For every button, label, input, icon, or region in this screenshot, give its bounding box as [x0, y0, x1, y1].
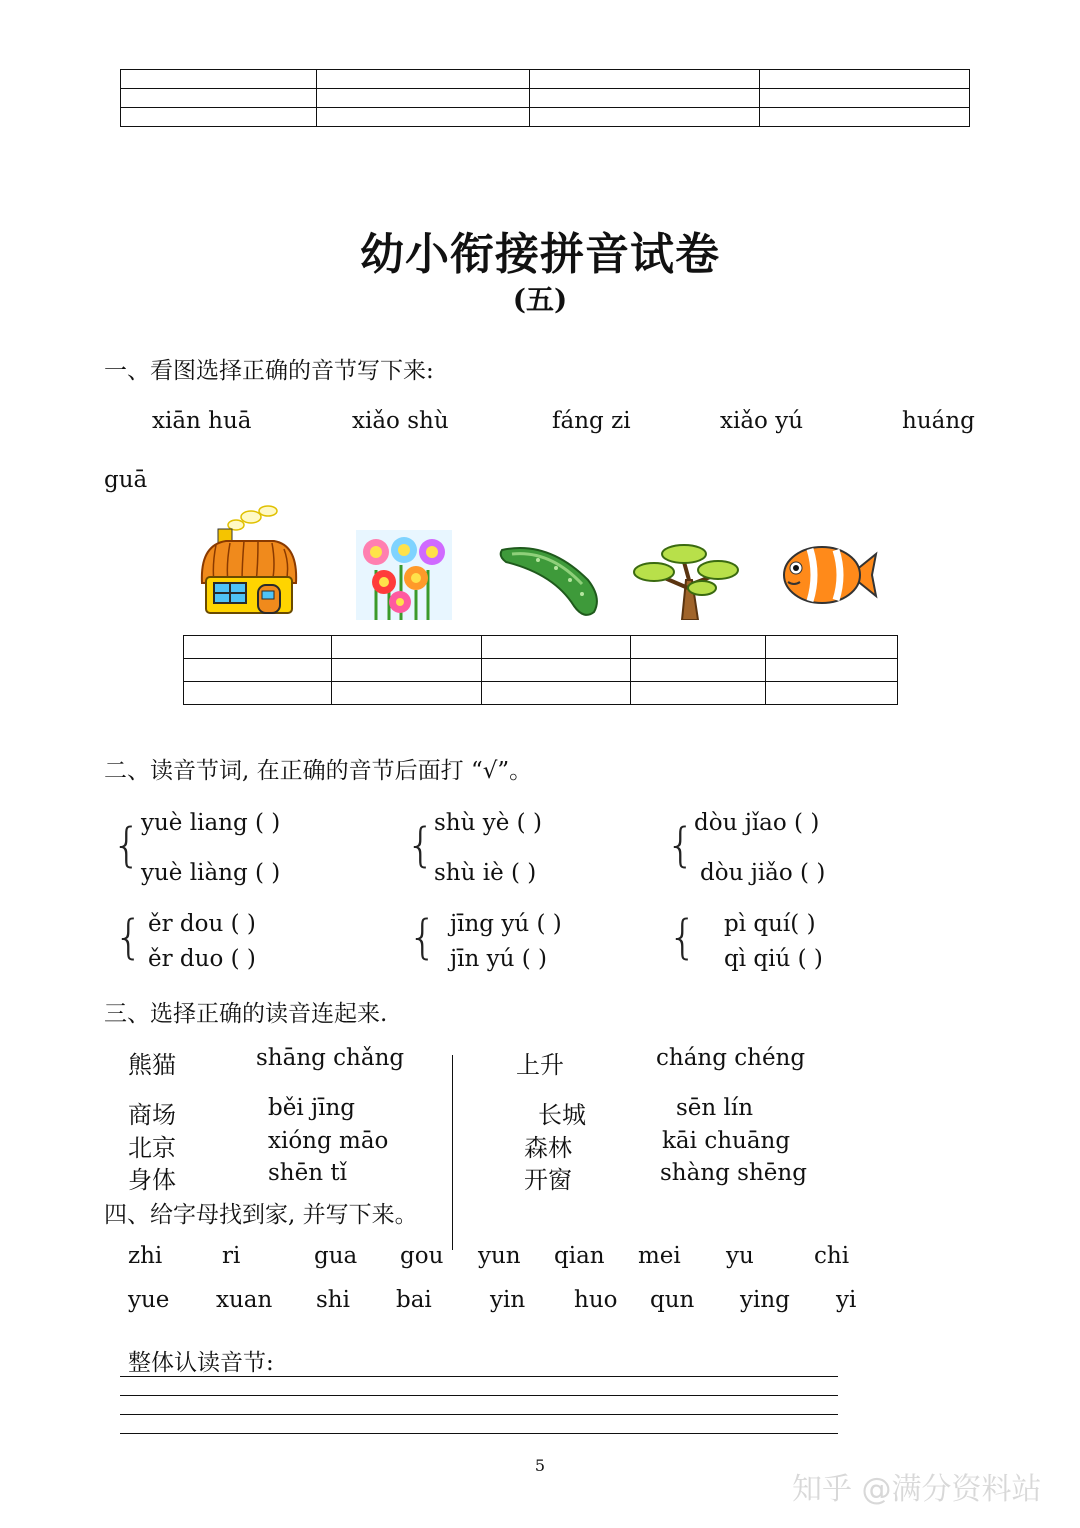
- option-gua: guā: [104, 467, 148, 493]
- answer-cell[interactable]: [184, 636, 332, 659]
- page-number: 5: [534, 1456, 546, 1475]
- letter-item: shi: [316, 1287, 350, 1313]
- letter-item: qun: [650, 1287, 695, 1313]
- brace-icon: {: [408, 910, 438, 964]
- brace-icon: {: [666, 818, 696, 872]
- left-pinyin[interactable]: běi jīng: [268, 1095, 356, 1121]
- pair-option[interactable]: shù iè ( ): [434, 860, 537, 886]
- letter-item: ri: [222, 1243, 241, 1269]
- pair-option[interactable]: ěr dou ( ): [148, 911, 256, 937]
- letter-item: gua: [314, 1243, 358, 1269]
- letter-item: mei: [638, 1243, 681, 1269]
- left-word[interactable]: 熊猫: [128, 1051, 176, 1079]
- column-divider: [452, 1055, 453, 1250]
- checkmark-quote: “√”。: [470, 758, 533, 784]
- brace-icon: {: [114, 910, 144, 964]
- section-2-text: 二、读音节词, 在正确的音节后面打: [104, 758, 464, 784]
- letter-item: yue: [128, 1287, 170, 1313]
- tree-icon: [632, 540, 740, 620]
- pair-option[interactable]: pì quí( ): [724, 911, 816, 937]
- section-3-heading: 三、选择正确的读音连起来.: [104, 1001, 388, 1027]
- letter-item: huo: [574, 1287, 618, 1313]
- option-xian-hua: xiān huā: [152, 408, 252, 434]
- section-2-heading: [104, 752, 532, 785]
- left-word[interactable]: 北京: [128, 1134, 176, 1162]
- option-fang-zi: fáng zi: [552, 408, 631, 434]
- answer-line[interactable]: [120, 1433, 838, 1434]
- answer-cell[interactable]: [332, 636, 482, 659]
- letter-item: ying: [740, 1287, 790, 1313]
- section-1-heading: 一、看图选择正确的音节写下来:: [104, 358, 434, 384]
- pair-option[interactable]: ěr duo ( ): [148, 946, 256, 972]
- answer-label: 整体认读音节:: [128, 1350, 274, 1376]
- left-word[interactable]: 商场: [128, 1101, 176, 1129]
- left-word[interactable]: 身体: [128, 1166, 176, 1194]
- right-word[interactable]: 开窗: [524, 1166, 572, 1194]
- watermark: 知乎 @满分资料站: [792, 1472, 1042, 1507]
- letter-item: yun: [478, 1243, 521, 1269]
- flowers-icon: [356, 530, 452, 620]
- right-word[interactable]: 长城: [538, 1101, 586, 1129]
- option-xiao-shu: xiǎo shù: [352, 408, 449, 434]
- answer-line[interactable]: [120, 1376, 838, 1377]
- brace-icon: {: [112, 818, 142, 872]
- house-icon: [196, 505, 300, 617]
- letter-item: yin: [490, 1287, 526, 1313]
- section-1-answer-table: [183, 635, 898, 705]
- left-pinyin[interactable]: xióng māo: [268, 1128, 389, 1154]
- right-pinyin[interactable]: cháng chéng: [656, 1045, 806, 1071]
- letter-item: gou: [400, 1243, 444, 1269]
- brace-icon: {: [668, 910, 698, 964]
- answer-line[interactable]: [120, 1414, 838, 1415]
- page-title: 幼小衔接拼音试卷: [360, 229, 720, 280]
- pair-option[interactable]: dòu jǐao ( ): [694, 810, 820, 836]
- letter-item: chi: [814, 1243, 850, 1269]
- letter-item: xuan: [216, 1287, 273, 1313]
- answer-cell[interactable]: [631, 636, 766, 659]
- fish-icon: [780, 540, 880, 610]
- letter-item: yu: [726, 1243, 754, 1269]
- left-pinyin[interactable]: shēn tǐ: [268, 1160, 347, 1186]
- right-pinyin[interactable]: sēn lín: [676, 1095, 754, 1121]
- cucumber-icon: [498, 540, 604, 620]
- letter-item: yi: [836, 1287, 857, 1313]
- right-word[interactable]: 森林: [524, 1134, 572, 1162]
- answer-cell[interactable]: [766, 636, 898, 659]
- letter-item: zhi: [128, 1243, 163, 1269]
- section-4-heading: 四、给字母找到家, 并写下来。: [104, 1202, 418, 1228]
- brace-icon: {: [406, 818, 436, 872]
- pair-option[interactable]: jīng yú ( ): [450, 911, 562, 937]
- pair-option[interactable]: jīn yú ( ): [450, 946, 547, 972]
- page-subtitle: (五): [512, 283, 568, 316]
- pair-option[interactable]: qì qiú ( ): [724, 946, 823, 972]
- option-huang: huáng: [902, 408, 975, 434]
- pair-option[interactable]: yuè liàng ( ): [141, 860, 281, 886]
- pair-option[interactable]: dòu jiǎo ( ): [700, 860, 826, 886]
- right-pinyin[interactable]: kāi chuāng: [662, 1128, 791, 1154]
- right-word[interactable]: 上升: [516, 1051, 564, 1079]
- pair-option[interactable]: yuè liang ( ): [141, 810, 281, 836]
- letter-item: bai: [396, 1287, 432, 1313]
- option-xiao-yu: xiǎo yú: [720, 408, 804, 434]
- answer-cell[interactable]: [482, 636, 631, 659]
- right-pinyin[interactable]: shàng shēng: [660, 1160, 807, 1186]
- pair-option[interactable]: shù yè ( ): [434, 810, 542, 836]
- answer-line[interactable]: [120, 1395, 838, 1396]
- top-answer-table: [120, 69, 970, 127]
- left-pinyin[interactable]: shāng chǎng: [256, 1045, 405, 1071]
- letter-item: qian: [554, 1243, 605, 1269]
